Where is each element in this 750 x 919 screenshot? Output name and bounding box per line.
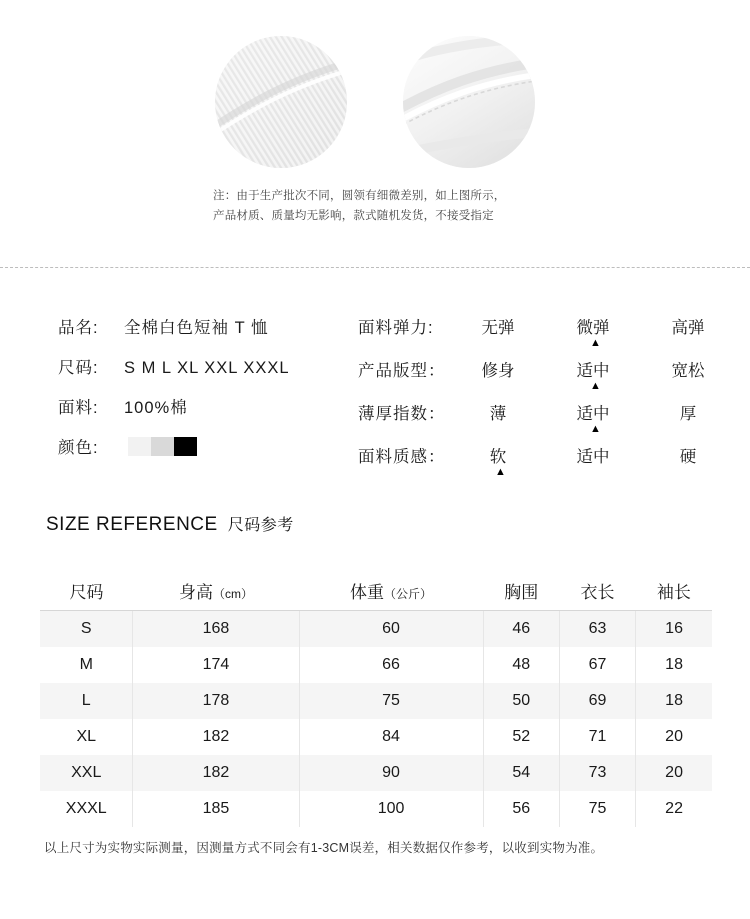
size-table <box>40 570 712 827</box>
table-cell: 100 <box>299 791 483 827</box>
table-cell: 71 <box>559 719 635 755</box>
table-cell: 46 <box>483 611 559 648</box>
attribute-scales <box>358 308 738 480</box>
table-cell: S <box>40 611 133 648</box>
table-cell: 168 <box>133 611 299 648</box>
color-swatch-2[interactable] <box>151 437 174 456</box>
attr-option-texture-2: 适中 <box>576 448 610 466</box>
attr-marker-thickness: ▲ <box>590 423 601 435</box>
attr-name-texture: 面料质感： <box>358 448 446 466</box>
table-cell: XXL <box>40 755 133 791</box>
attr-name-elasticity: 面料弹力: <box>358 319 434 337</box>
attr-option-thickness-3: 厚 <box>679 405 697 423</box>
header-label: 衣长 <box>580 582 615 602</box>
table-row <box>40 683 712 719</box>
attr-marker-fit: ▲ <box>590 380 601 392</box>
attr-option-elasticity-1: 无弹 <box>481 319 515 337</box>
table-cell: 182 <box>133 755 299 791</box>
attr-option-texture-3: 硬 <box>679 448 697 466</box>
photo-caption: 注：由于生产批次不同，圆领有细微差别，如上图所示，产品材质、质量均无影响，款式随机发货，不接受指定 <box>213 190 506 222</box>
color-swatch-3[interactable] <box>174 437 197 456</box>
attr-option-texture-1: 软 <box>489 448 507 466</box>
header-unit: （cm） <box>212 586 253 601</box>
shoulder-seam-icon <box>403 36 535 168</box>
attr-option-thickness-1: 薄 <box>489 405 507 423</box>
size-reference-title-en: SIZE REFERENCE <box>46 514 218 535</box>
size-table-header-row <box>40 570 712 611</box>
table-cell: 174 <box>133 647 299 683</box>
size-table-header-cell <box>40 570 133 611</box>
attr-name-fit: 产品版型： <box>358 362 446 380</box>
spec-value-name: 全棉白色短袖 T 恤 <box>124 319 269 337</box>
table-cell: 54 <box>483 755 559 791</box>
attr-name-thickness: 薄厚指数： <box>358 405 446 423</box>
header-label: 袖长 <box>656 582 691 602</box>
size-table-note: 以上尺寸为实物实际测量，因测量方式不同会有1-3CM误差，相关数据仅作参考，以收到实物为准。 <box>44 841 604 855</box>
table-cell: 185 <box>133 791 299 827</box>
size-table-head <box>40 570 712 611</box>
table-cell: 22 <box>665 800 683 817</box>
size-reference-title <box>46 512 294 536</box>
section-divider <box>0 267 750 268</box>
attr-row-thickness <box>358 394 738 437</box>
spec-label-color: 颜色: <box>58 439 99 457</box>
attr-row-fit <box>358 351 738 394</box>
table-cell: 69 <box>559 683 635 719</box>
table-row <box>40 755 712 791</box>
size-table-header-cell <box>636 570 712 611</box>
attr-option-fit-2: 适中 <box>576 362 610 380</box>
table-cell: 18 <box>665 656 683 673</box>
spec-value-size: S M L XL XXL XXXL <box>124 359 290 377</box>
table-cell: 48 <box>483 647 559 683</box>
spec-section <box>0 300 750 490</box>
table-cell: 75 <box>559 791 635 827</box>
collar-closeup-photo-right <box>403 36 535 168</box>
color-swatch-1[interactable] <box>128 437 151 456</box>
size-table-header-cell <box>299 570 483 611</box>
table-cell: 178 <box>133 683 299 719</box>
spec-label-fabric: 面料: <box>58 399 99 417</box>
spec-label-name: 品名: <box>58 319 99 337</box>
spec-row-name <box>58 314 358 338</box>
attr-row-texture <box>358 437 738 480</box>
table-cell: 67 <box>559 647 635 683</box>
header-label: 尺码 <box>69 582 104 602</box>
spec-value-fabric: 100%棉 <box>124 399 188 417</box>
size-table-header-cell <box>559 570 635 611</box>
spec-row-fabric <box>58 394 358 418</box>
spec-row-size <box>58 354 358 378</box>
table-cell: 66 <box>299 647 483 683</box>
header-unit: （公斤） <box>384 586 433 601</box>
ribbed-collar-icon <box>215 36 347 168</box>
collar-closeup-photo-left <box>215 36 347 168</box>
color-swatch-group <box>128 437 197 456</box>
table-cell: 60 <box>299 611 483 648</box>
table-cell: 75 <box>299 683 483 719</box>
attr-option-fit-3: 宽松 <box>671 362 705 380</box>
attr-option-fit-1: 修身 <box>481 362 515 380</box>
table-cell: 18 <box>665 692 683 709</box>
attr-option-elasticity-2: 微弹 <box>576 319 610 337</box>
table-row <box>40 719 712 755</box>
detail-photo-row <box>0 0 750 186</box>
table-row <box>40 647 712 683</box>
table-cell: 52 <box>483 719 559 755</box>
table-cell: 50 <box>483 683 559 719</box>
size-reference-title-cn: 尺码参考 <box>227 517 294 534</box>
table-cell: 16 <box>665 620 683 637</box>
header-label: 身高 <box>178 582 213 602</box>
table-cell: 20 <box>665 728 683 745</box>
table-cell: 90 <box>299 755 483 791</box>
table-cell: M <box>40 647 133 683</box>
header-label: 体重 <box>350 582 385 602</box>
attr-marker-texture: ▲ <box>495 466 506 478</box>
size-table-body <box>40 611 712 828</box>
table-cell: 20 <box>665 764 683 781</box>
table-cell: XL <box>40 719 133 755</box>
header-label: 胸围 <box>504 582 539 602</box>
table-cell: 73 <box>559 755 635 791</box>
table-row <box>40 791 712 827</box>
attr-option-elasticity-3: 高弹 <box>671 319 705 337</box>
size-table-header-cell <box>133 570 299 611</box>
attr-option-thickness-2: 适中 <box>576 405 610 423</box>
size-table-header-cell <box>483 570 559 611</box>
table-cell: 84 <box>299 719 483 755</box>
table-cell: 182 <box>133 719 299 755</box>
table-cell: 63 <box>559 611 635 648</box>
table-cell: XXXL <box>40 791 133 827</box>
table-row <box>40 611 712 648</box>
spec-row-color <box>58 434 358 458</box>
table-cell: L <box>40 683 133 719</box>
attr-row-elasticity <box>358 308 738 351</box>
table-cell: 56 <box>483 791 559 827</box>
spec-label-size: 尺码: <box>58 359 99 377</box>
spec-list <box>58 314 358 474</box>
attr-marker-elasticity: ▲ <box>590 337 601 349</box>
